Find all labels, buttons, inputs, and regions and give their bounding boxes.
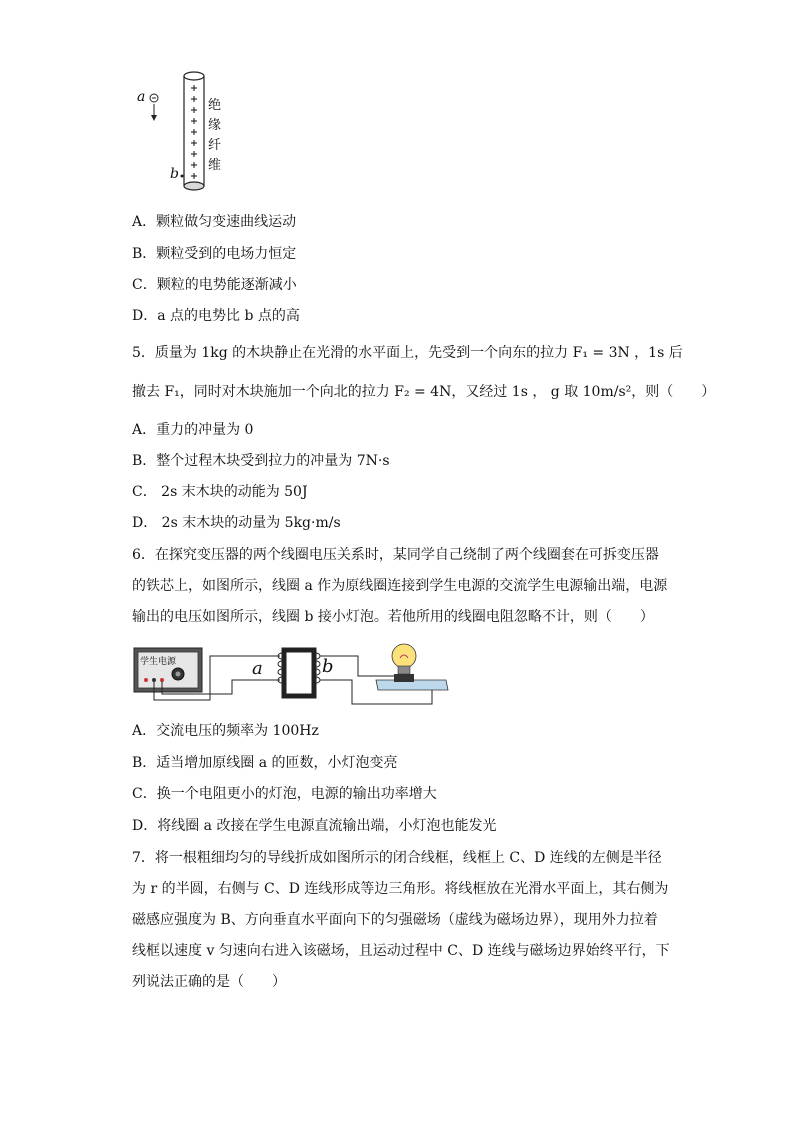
q5-option-d: D． 2s 末木块的动量为 5kg·m/s (132, 515, 341, 531)
q5-option-a: A．重力的冲量为 0 (132, 422, 254, 438)
q7-stem-line-3: 磁感应强度为 B、方向垂直水平面向下的匀强磁场（虚线为磁场边界），现用外力拉着 (132, 912, 658, 928)
q4-option-d: D．a 点的电势比 b 点的高 (132, 308, 300, 324)
q6-stem-line-2: 的铁芯上，如图所示，线圈 a 作为原线圈连接到学生电源的交流学生电源输出端，电源 (132, 578, 668, 594)
q6-stem-line-3: 输出的电压如图所示，线圈 b 接小灯泡。若他所用的线圈电阻忽略不计，则（ ） (132, 609, 654, 625)
charge-signs (191, 85, 197, 179)
fiber-char-3: 纤 (208, 138, 222, 153)
q5-option-c: C． 2s 末木块的动能为 50J (132, 484, 308, 500)
q4-option-a: A．颗粒做匀变速曲线运动 (132, 214, 297, 230)
q7-stem-line-4: 线框以速度 v 匀速向右进入该磁场，且运动过程中 C、D 连线与磁场边界始终平行，下 (132, 943, 670, 959)
coil-a-label: a (252, 658, 263, 679)
power-supply-label: 学生电源 (140, 657, 177, 667)
q5-stem-line-1: 5．质量为 1kg 的木块静止在光滑的水平面上，先受到一个向东的拉力 F₁ = 3N ，1s 后 (132, 345, 683, 361)
transformer-circuit-drawing (132, 636, 452, 710)
q5-option-b: B．整个过程木块受到拉力的冲量为 7N·s (132, 453, 390, 469)
insulated-fiber-drawing (130, 68, 240, 198)
q6-option-c: C．换一个电阻更小的灯泡，电源的输出功率增大 (132, 786, 437, 802)
q4-option-c: C．颗粒的电势能逐渐减小 (132, 277, 297, 293)
transformer-circuit-figure (132, 636, 452, 710)
q6-option-a: A．交流电压的频率为 100Hz (132, 723, 319, 739)
label-a: a (137, 89, 146, 105)
label-b: b (170, 166, 179, 182)
fiber-char-2: 缘 (208, 118, 222, 133)
q6-stem-line-1: 6．在探究变压器的两个线圈电压关系时，某同学自己绕制了两个线圈套在可拆变压器 (132, 547, 659, 563)
fiber-char-1: 绝 (208, 98, 222, 113)
coil-b-label: b (322, 656, 334, 677)
q6-option-b: B．适当增加原线圈 a 的匝数，小灯泡变亮 (132, 755, 398, 771)
q5-stem-line-2: 撤去 F₁，同时对木块施加一个向北的拉力 F₂ = 4N，又经过 1s ， g 取 10m/s²，则（ ） (132, 384, 716, 400)
q4-option-b: B．颗粒受到的电场力恒定 (132, 246, 297, 262)
q7-stem-line-1: 7．将一根粗细均匀的导线折成如图所示的闭合线框，线框上 C、D 连线的左侧是半径 (132, 850, 662, 866)
q7-stem-line-5: 列说法正确的是（ ） (132, 974, 286, 990)
fiber-char-4: 维 (208, 158, 222, 173)
insulated-fiber-figure (130, 68, 240, 198)
q6-option-d: D．将线圈 a 改接在学生电源直流输出端，小灯泡也能发光 (132, 818, 497, 834)
q7-stem-line-2: 为 r 的半圆，右侧与 C、D 连线形成等边三角形。将线框放在光滑水平面上，其右侧为 (132, 881, 669, 897)
